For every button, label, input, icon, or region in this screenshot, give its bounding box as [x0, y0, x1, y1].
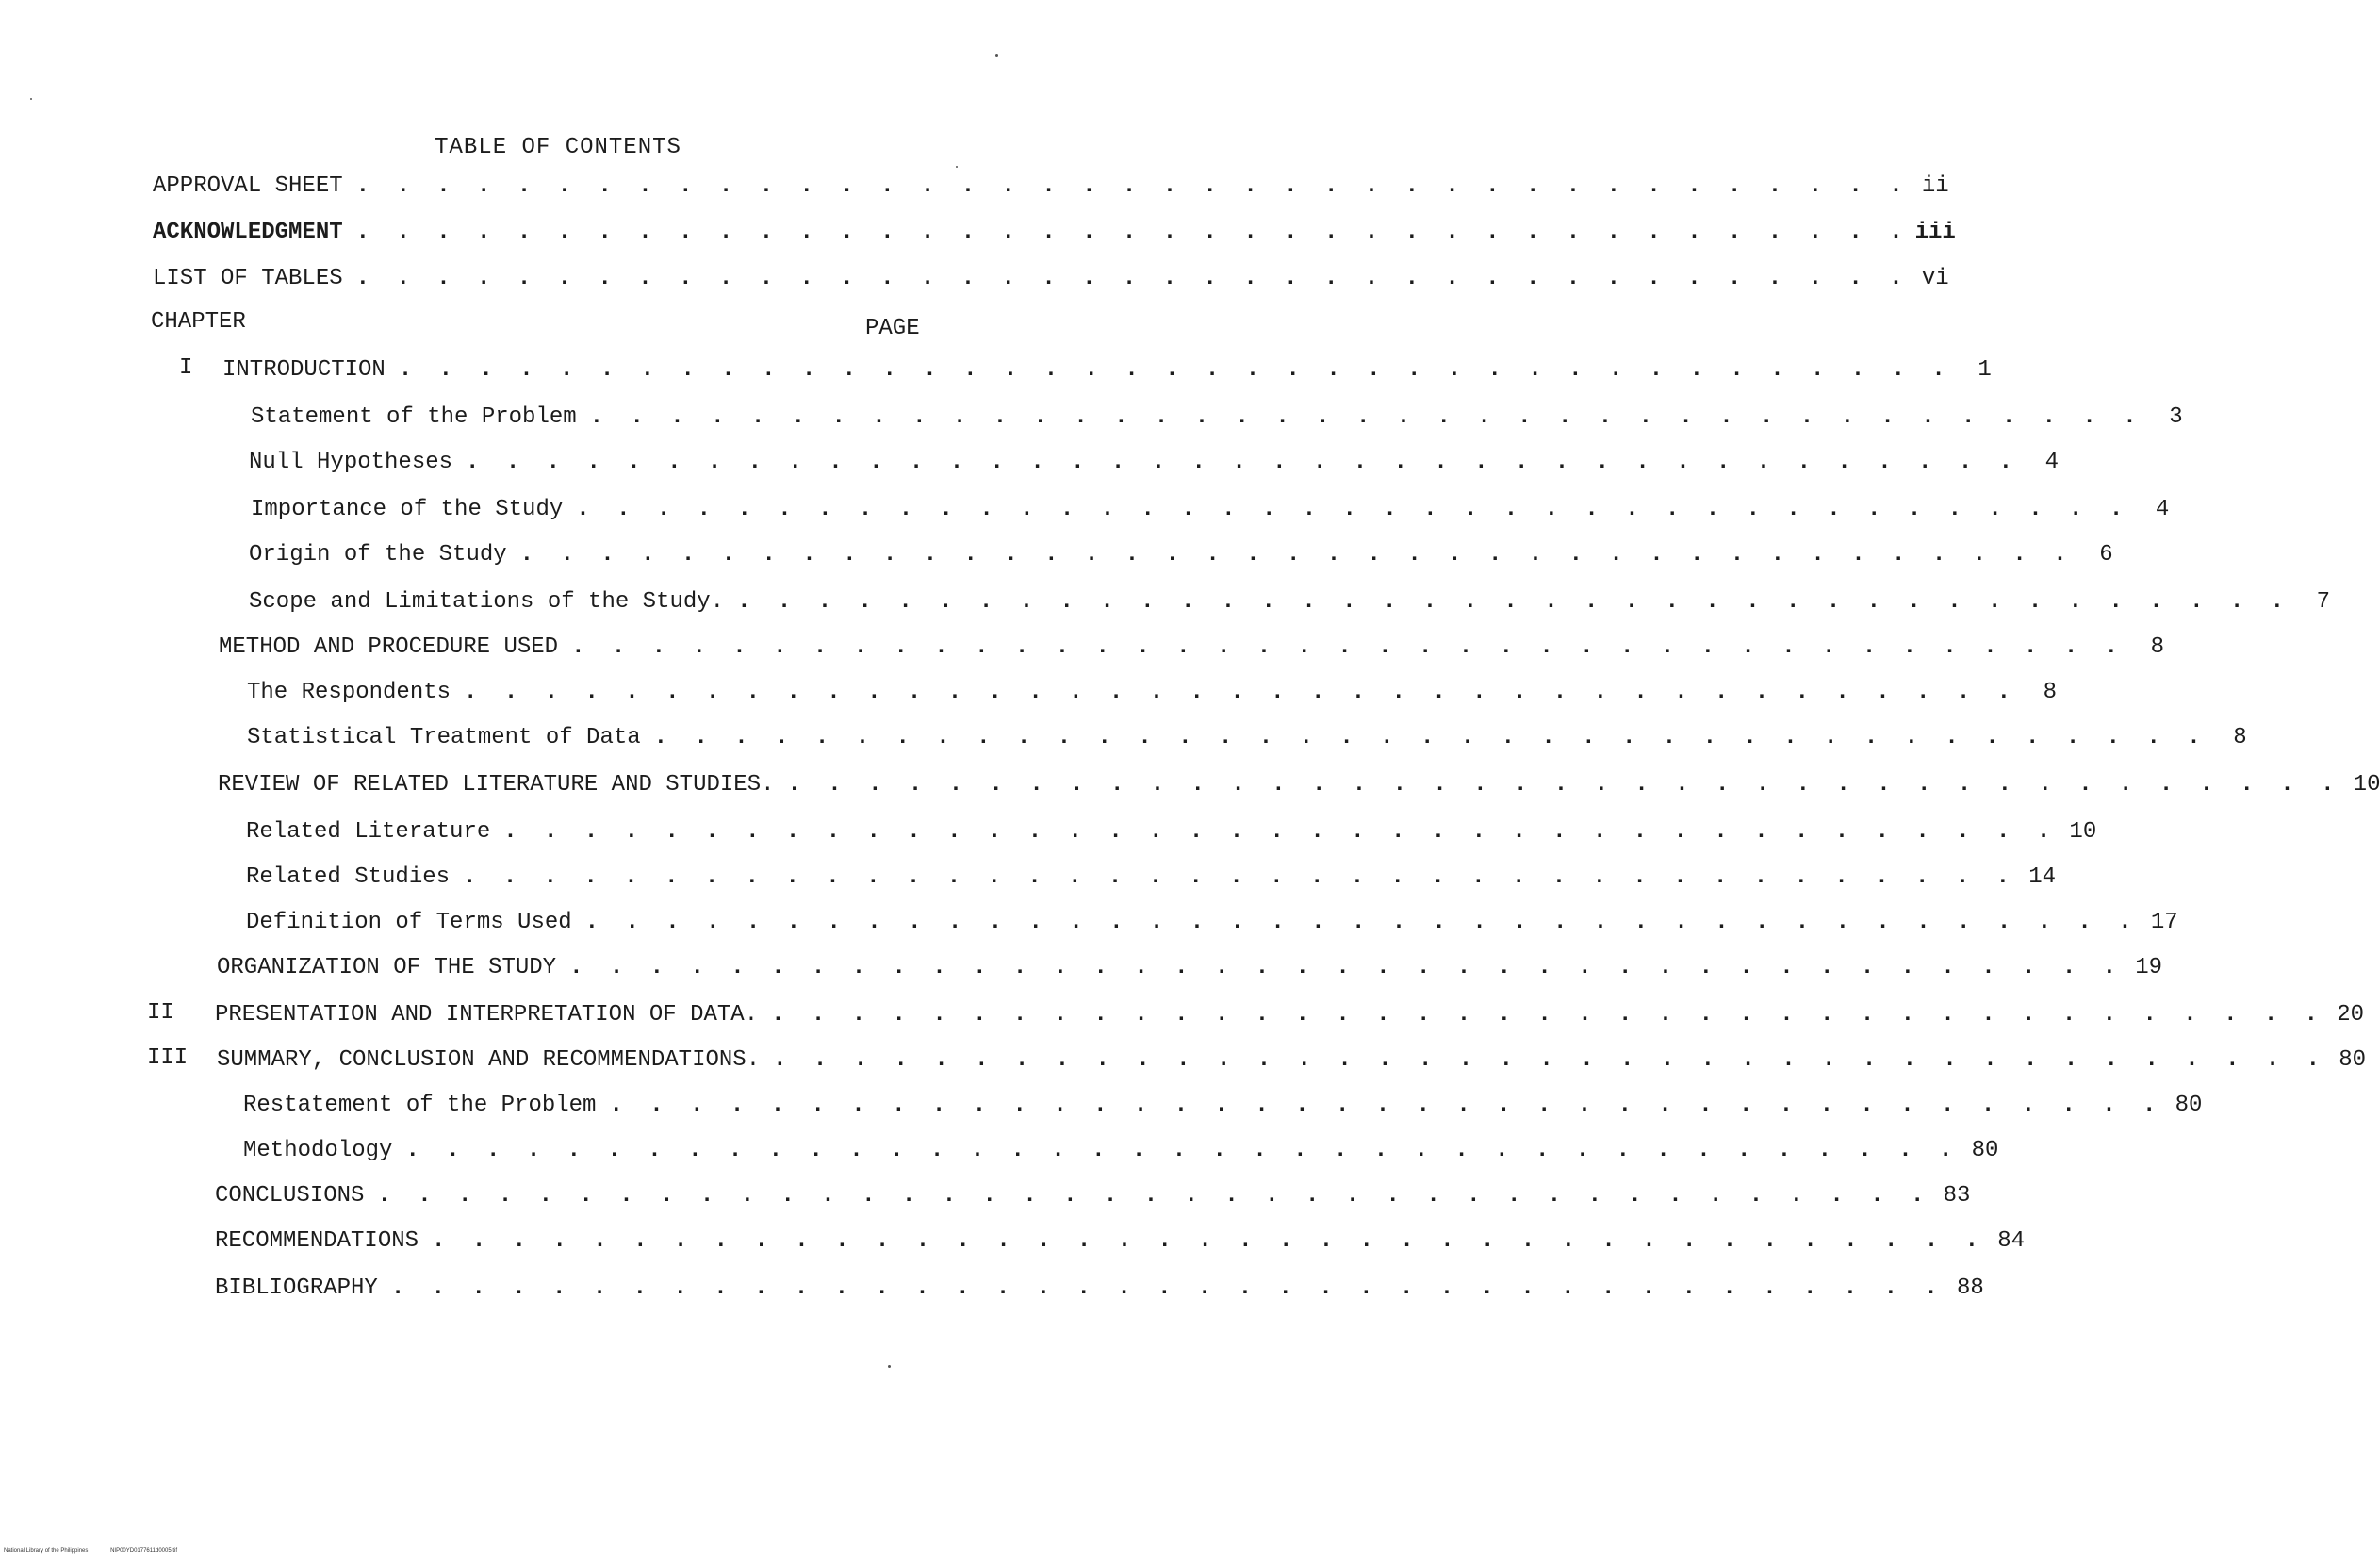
- toc-entry-label: CONCLUSIONS: [215, 1183, 365, 1209]
- toc-entry-page: 80: [1971, 1138, 1999, 1163]
- page-title: TABLE OF CONTENTS: [435, 135, 681, 160]
- dot-leader: . . . . . . . . . . . . . . . . . . . . . . . . . . . . . . . . . . . . . . .: [466, 450, 2020, 475]
- toc-entry-label: PRESENTATION AND INTERPRETATION OF DATA.: [215, 1002, 759, 1028]
- chapter-numeral: I: [179, 355, 193, 381]
- toc-entry-label: METHOD AND PROCEDURE USED: [219, 634, 559, 660]
- toc-entry-label: BIBLIOGRAPHY: [215, 1275, 378, 1301]
- toc-entry-label: Definition of Terms Used: [246, 910, 572, 935]
- toc-entry-page: 80: [2175, 1093, 2203, 1118]
- dot-leader: . . . . . . . . . . . . . . . . . . . . . . . . . . . . . . . . . . . . . . .: [503, 819, 2058, 845]
- scan-speck: [888, 1365, 891, 1368]
- toc-entry-page: 10: [2353, 772, 2380, 798]
- dot-leader: . . . . . . . . . . . . . . . . . . . . . . . . . . . . . . . . . . . . . . .: [571, 634, 2126, 660]
- toc-entry-label: Related Studies: [246, 864, 451, 890]
- dot-leader: . . . . . . . . . . . . . . . . . . . . . . . . . . . . . . . . . . . . . . .: [589, 404, 2143, 430]
- toc-entry: [246, 816, 2097, 848]
- toc-entry-page: 8: [2233, 725, 2247, 750]
- toc-entry-label: Scope and Limitations of the Study.: [249, 589, 725, 615]
- toc-entry-label: Related Literature: [246, 819, 491, 845]
- dot-leader: . . . . . . . . . . . . . . . . . . . . . . . . . . . . . . . . . . . . . . .: [737, 589, 2291, 615]
- toc-entry-page: 8: [2043, 680, 2058, 705]
- toc-entry: [243, 1135, 1999, 1167]
- toc-entry-page: 84: [1997, 1228, 2026, 1254]
- toc-entry-label: SUMMARY, CONCLUSION AND RECOMMENDATIONS.: [217, 1047, 761, 1073]
- toc-entry-label: APPROVAL SHEET: [153, 173, 343, 199]
- toc-entry-introduction: [222, 354, 1992, 387]
- toc-entry-page: 17: [2150, 910, 2178, 935]
- toc-entry: [247, 722, 2247, 754]
- toc-entry-presentation: [215, 999, 2365, 1031]
- dot-leader: . . . . . . . . . . . . . . . . . . . . . . . . . . . . . . . . . . . . . . .: [398, 357, 1952, 383]
- toc-entry-page: 3: [2169, 404, 2183, 430]
- toc-entry-page: vi: [1921, 266, 1949, 291]
- toc-entry: [215, 1180, 1971, 1212]
- toc-entry-label: INTRODUCTION: [222, 357, 386, 383]
- dot-leader: . . . . . . . . . . . . . . . . . . . . . . . . . . . . . . . . . . . . . . .: [355, 266, 1910, 291]
- dot-leader: . . . . . . . . . . . . . . . . . . . . . . . . . . . . . . . . . . . . . . .: [464, 680, 2018, 705]
- toc-entry: [218, 769, 2380, 801]
- scan-speck: [30, 98, 32, 100]
- scan-speck: [956, 166, 958, 168]
- toc-entry-page: 88: [1957, 1275, 1984, 1301]
- toc-entry: [249, 447, 2060, 479]
- toc-entry-page: 4: [2044, 450, 2060, 475]
- toc-entry: [249, 539, 2113, 571]
- toc-entry: [243, 1090, 2203, 1122]
- dot-leader: . . . . . . . . . . . . . . . . . . . . . . . . . . . . . . . . . . . . . . .: [576, 497, 2130, 522]
- toc-entry: [219, 632, 2165, 664]
- toc-entry-page: 20: [2337, 1002, 2365, 1028]
- dot-leader: . . . . . . . . . . . . . . . . . . . . . . . . . . . . . . . . . . . . . . .: [432, 1228, 1986, 1254]
- toc-entry-summary: [217, 1045, 2367, 1077]
- toc-entry: [215, 1273, 1984, 1305]
- toc-entry-page: 1: [1978, 357, 1992, 383]
- toc-entry-label: REVIEW OF RELATED LITERATURE AND STUDIES.: [218, 772, 775, 798]
- toc-entry-page: iii: [1914, 220, 1956, 245]
- toc-entry-page: 10: [2069, 819, 2097, 845]
- toc-entry-label: Methodology: [243, 1138, 393, 1163]
- page-heading: PAGE: [865, 316, 920, 341]
- toc-entry-label: Origin of the Study: [249, 542, 507, 568]
- dot-leader: . . . . . . . . . . . . . . . . . . . . . . . . . . . . . . . . . . . . . . .: [377, 1183, 1931, 1209]
- scan-footer: [4, 1548, 198, 1554]
- footer-file: NIP00YD0177611d0005.tif: [110, 1548, 178, 1554]
- scan-speck: [995, 54, 998, 57]
- toc-entry: [249, 586, 2331, 618]
- toc-entry: [215, 1226, 2026, 1258]
- toc-entry-page: 83: [1943, 1183, 1971, 1209]
- dot-leader: . . . . . . . . . . . . . . . . . . . . . . . . . . . . . . . . . . . . . . .: [355, 173, 1910, 199]
- toc-entry-page: 6: [2099, 542, 2113, 568]
- dot-leader: . . . . . . . . . . . . . . . . . . . . . . . . . . . . . . . . . . . . . . .: [773, 1047, 2327, 1073]
- chapter-numeral: III: [147, 1045, 189, 1071]
- toc-entry-label: ORGANIZATION OF THE STUDY: [217, 955, 557, 980]
- dot-leader: . . . . . . . . . . . . . . . . . . . . . . . . . . . . . . . . . . . . . . .: [463, 864, 2017, 890]
- chapter-numeral: II: [147, 1000, 174, 1026]
- toc-entry-page: ii: [1921, 173, 1949, 199]
- footer-source: National Library of the Philippines: [4, 1548, 89, 1554]
- toc-entry-acknowledgment: [153, 217, 1956, 249]
- toc-entry-label: Restatement of the Problem: [243, 1093, 597, 1118]
- toc-entry: [246, 862, 2057, 894]
- toc-entry-label: Statement of the Problem: [251, 404, 577, 430]
- toc-entry: [251, 402, 2183, 434]
- dot-leader: . . . . . . . . . . . . . . . . . . . . . . . . . . . . . . . . . . . . . . .: [390, 1275, 1945, 1301]
- dot-leader: . . . . . . . . . . . . . . . . . . . . . . . . . . . . . . . . . . . . . . .: [405, 1138, 1960, 1163]
- toc-entry-label: LIST OF TABLES: [153, 266, 343, 291]
- toc-entry: [251, 494, 2170, 526]
- toc-entry-label: Null Hypotheses: [249, 450, 453, 475]
- toc-entry: [247, 677, 2058, 709]
- toc-entry: [217, 952, 2163, 984]
- toc-entry-page: 8: [2150, 634, 2165, 660]
- toc-entry-label: Importance of the Study: [251, 497, 564, 522]
- toc-entry-label: Statistical Treatment of Data: [247, 725, 641, 750]
- toc-entry-page: 19: [2135, 955, 2163, 980]
- dot-leader: . . . . . . . . . . . . . . . . . . . . . . . . . . . . . . . . . . . . . . .: [569, 955, 2124, 980]
- dot-leader: . . . . . . . . . . . . . . . . . . . . . . . . . . . . . . . . . . . . . . .: [584, 910, 2139, 935]
- dot-leader: . . . . . . . . . . . . . . . . . . . . . . . . . . . . . . . . . . . . . . .: [519, 542, 2074, 568]
- toc-entry-label: ACKNOWLEDGMENT: [153, 220, 343, 245]
- chapter-heading: CHAPTER: [151, 309, 246, 335]
- dot-leader: . . . . . . . . . . . . . . . . . . . . . . . . . . . . . . . . . . . . . . .: [609, 1093, 2163, 1118]
- dot-leader: . . . . . . . . . . . . . . . . . . . . . . . . . . . . . . . . . . . . . . .: [355, 220, 1910, 245]
- toc-entry-page: 80: [2339, 1047, 2367, 1073]
- toc-entry-page: 4: [2155, 497, 2170, 522]
- toc-entry: [246, 907, 2178, 939]
- toc-entry-label: The Respondents: [247, 680, 451, 705]
- toc-entry-page: 7: [2316, 589, 2331, 615]
- dot-leader: . . . . . . . . . . . . . . . . . . . . . . . . . . . . . . . . . . . . . . .: [787, 772, 2341, 798]
- toc-entry-label: RECOMMENDATIONS: [215, 1228, 419, 1254]
- toc-entry-page: 14: [2028, 864, 2057, 890]
- dot-leader: . . . . . . . . . . . . . . . . . . . . . . . . . . . . . . . . . . . . . . .: [771, 1002, 2325, 1028]
- toc-entry-list-of-tables: [153, 263, 1949, 295]
- dot-leader: . . . . . . . . . . . . . . . . . . . . . . . . . . . . . . . . . . . . . . .: [653, 725, 2208, 750]
- toc-entry-approval-sheet: [153, 171, 1949, 203]
